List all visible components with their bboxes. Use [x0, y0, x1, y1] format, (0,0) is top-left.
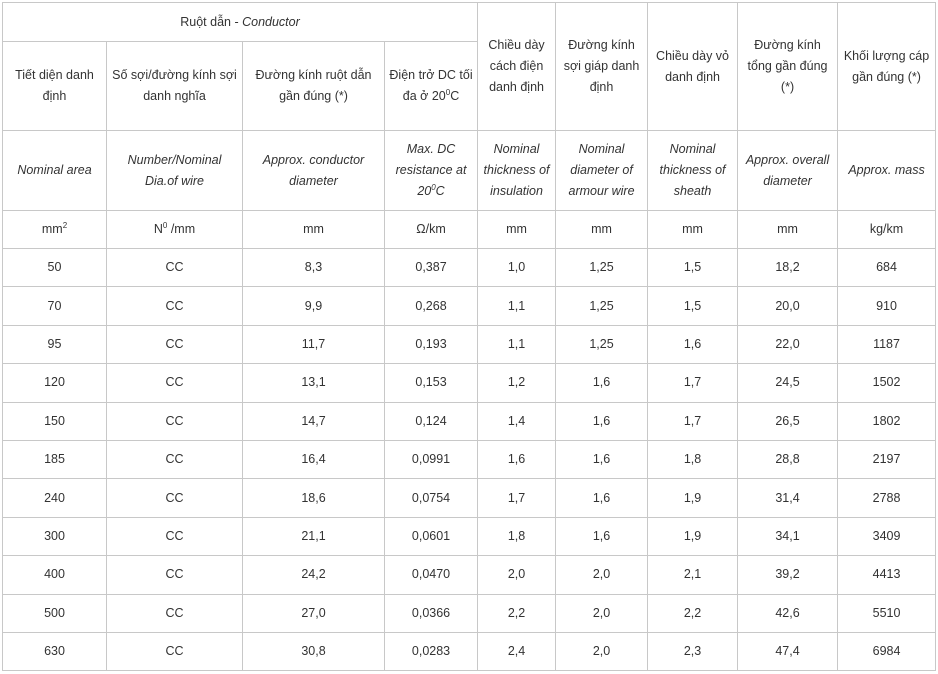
cell-sheath: 1,7: [648, 402, 738, 440]
cell-cond-dia: 13,1: [243, 364, 385, 402]
cell-dc-res: 0,0470: [385, 556, 478, 594]
cell-armour: 1,6: [556, 364, 648, 402]
cell-wires: CC: [107, 594, 243, 632]
header-row-en: [3, 131, 936, 211]
conductor-group-label-en: Conductor: [242, 14, 300, 29]
cable-spec-table: [2, 2, 936, 671]
cell-area: 120: [3, 364, 107, 402]
cell-overall: 39,2: [738, 556, 838, 594]
cell-armour: 1,6: [556, 402, 648, 440]
cell-area: 150: [3, 402, 107, 440]
cell-area: 300: [3, 517, 107, 555]
cell-sheath: 1,8: [648, 440, 738, 478]
dc-res-en-unit: C: [435, 184, 445, 198]
header-dc-res-en: [385, 131, 478, 211]
table-row: [3, 325, 936, 363]
header-row-group: [3, 3, 936, 42]
cell-area: 240: [3, 479, 107, 517]
cell-armour: 1,6: [556, 517, 648, 555]
cell-dc-res: 0,0283: [385, 632, 478, 670]
cell-area: 400: [3, 556, 107, 594]
unit-wires-text: N: [153, 222, 163, 236]
header-overall-en: Approx. overall diameter: [738, 131, 838, 211]
unit-armour: mm: [556, 211, 648, 249]
header-insulation-vn: Chiều dày cách điện danh định: [478, 3, 556, 131]
table-row: [3, 479, 936, 517]
cell-armour: 2,0: [556, 594, 648, 632]
cell-insulation: 1,4: [478, 402, 556, 440]
header-armour-en: Nominal diameter of armour wire: [556, 131, 648, 211]
cell-wires: CC: [107, 402, 243, 440]
header-overall-vn: Đường kính tổng gần đúng (*): [738, 3, 838, 131]
cell-insulation: 1,1: [478, 325, 556, 363]
header-mass-vn: Khối lượng cáp gần đúng (*): [838, 3, 936, 131]
header-area-en: Nominal area: [3, 131, 107, 211]
cell-sheath: 1,6: [648, 325, 738, 363]
cell-dc-res: 0,153: [385, 364, 478, 402]
cell-overall: 20,0: [738, 287, 838, 325]
unit-wires: [107, 211, 243, 249]
cell-wires: CC: [107, 556, 243, 594]
header-cond-dia-en: Approx. conductor diameter: [243, 131, 385, 211]
unit-area-sup: 2: [62, 220, 68, 230]
dc-res-vn-text: Điện trở DC tối đa ở 20: [389, 68, 473, 103]
cell-wires: CC: [107, 287, 243, 325]
cell-mass: 1187: [838, 325, 936, 363]
cell-sheath: 1,5: [648, 287, 738, 325]
cell-sheath: 1,5: [648, 249, 738, 287]
cell-overall: 28,8: [738, 440, 838, 478]
unit-area: [3, 211, 107, 249]
cell-dc-res: 0,0601: [385, 517, 478, 555]
cell-dc-res: 0,193: [385, 325, 478, 363]
dc-res-vn-sup: 0: [445, 87, 451, 97]
header-armour-vn: Đường kính sợi giáp danh định: [556, 3, 648, 131]
cell-wires: CC: [107, 364, 243, 402]
header-area-vn: Tiết diện danh định: [3, 42, 107, 131]
cell-wires: CC: [107, 249, 243, 287]
unit-wires-post: /mm: [167, 222, 196, 236]
cell-wires: CC: [107, 440, 243, 478]
dc-res-vn-unit: C: [450, 89, 460, 103]
table-row: [3, 440, 936, 478]
cell-insulation: 1,8: [478, 517, 556, 555]
cell-mass: 2788: [838, 479, 936, 517]
cell-armour: 1,25: [556, 325, 648, 363]
table-row: [3, 556, 936, 594]
table-row: [3, 517, 936, 555]
cell-overall: 31,4: [738, 479, 838, 517]
unit-mass: kg/km: [838, 211, 936, 249]
cell-cond-dia: 27,0: [243, 594, 385, 632]
cell-mass: 2197: [838, 440, 936, 478]
header-cond-dia-vn: Đường kính ruột dẫn gần đúng (*): [243, 42, 385, 131]
cell-sheath: 1,7: [648, 364, 738, 402]
cell-cond-dia: 16,4: [243, 440, 385, 478]
cell-overall: 24,5: [738, 364, 838, 402]
cell-cond-dia: 14,7: [243, 402, 385, 440]
cell-area: 50: [3, 249, 107, 287]
header-wires-en: Number/Nominal Dia.of wire: [107, 131, 243, 211]
unit-area-text: mm: [41, 222, 63, 236]
cell-insulation: 1,7: [478, 479, 556, 517]
cell-mass: 684: [838, 249, 936, 287]
cell-dc-res: 0,0366: [385, 594, 478, 632]
cell-armour: 2,0: [556, 632, 648, 670]
cell-insulation: 2,2: [478, 594, 556, 632]
cell-armour: 1,25: [556, 287, 648, 325]
header-sheath-en: Nominal thickness of sheath: [648, 131, 738, 211]
cell-mass: 1502: [838, 364, 936, 402]
cell-insulation: 2,4: [478, 632, 556, 670]
cell-wires: CC: [107, 479, 243, 517]
cell-cond-dia: 9,9: [243, 287, 385, 325]
cell-overall: 26,5: [738, 402, 838, 440]
cell-area: 70: [3, 287, 107, 325]
cell-armour: 1,6: [556, 440, 648, 478]
header-sheath-vn: Chiều dày vỏ danh định: [648, 3, 738, 131]
header-dc-res-vn: [385, 42, 478, 131]
cell-dc-res: 0,0754: [385, 479, 478, 517]
cell-wires: CC: [107, 517, 243, 555]
cell-insulation: 1,1: [478, 287, 556, 325]
unit-overall: mm: [738, 211, 838, 249]
cell-dc-res: 0,387: [385, 249, 478, 287]
table-row: [3, 632, 936, 670]
cell-cond-dia: 11,7: [243, 325, 385, 363]
unit-sheath: mm: [648, 211, 738, 249]
header-insulation-en: Nominal thickness of insulation: [478, 131, 556, 211]
cell-sheath: 1,9: [648, 479, 738, 517]
conductor-group-header: [3, 3, 478, 42]
cell-area: 500: [3, 594, 107, 632]
cell-overall: 18,2: [738, 249, 838, 287]
header-mass-en: Approx. mass: [838, 131, 936, 211]
cell-mass: 910: [838, 287, 936, 325]
cell-dc-res: 0,0991: [385, 440, 478, 478]
unit-wires-sup: 0: [162, 220, 168, 230]
cell-mass: 3409: [838, 517, 936, 555]
cell-area: 95: [3, 325, 107, 363]
cell-mass: 6984: [838, 632, 936, 670]
cell-cond-dia: 21,1: [243, 517, 385, 555]
unit-dc-res: Ω/km: [385, 211, 478, 249]
cell-armour: 1,25: [556, 249, 648, 287]
cell-mass: 4413: [838, 556, 936, 594]
cell-overall: 47,4: [738, 632, 838, 670]
cell-dc-res: 0,124: [385, 402, 478, 440]
header-wires-vn: Số sợi/đường kính sợi danh nghĩa: [107, 42, 243, 131]
cell-armour: 1,6: [556, 479, 648, 517]
table-row: [3, 249, 936, 287]
cell-overall: 42,6: [738, 594, 838, 632]
cell-area: 185: [3, 440, 107, 478]
cell-cond-dia: 30,8: [243, 632, 385, 670]
cell-armour: 2,0: [556, 556, 648, 594]
cell-cond-dia: 24,2: [243, 556, 385, 594]
conductor-group-label: Ruột dẫn -: [180, 14, 243, 29]
cell-sheath: 2,3: [648, 632, 738, 670]
cell-insulation: 1,0: [478, 249, 556, 287]
cell-sheath: 2,2: [648, 594, 738, 632]
cell-sheath: 2,1: [648, 556, 738, 594]
cell-sheath: 1,9: [648, 517, 738, 555]
units-row: [3, 211, 936, 249]
cell-insulation: 2,0: [478, 556, 556, 594]
unit-insulation: mm: [478, 211, 556, 249]
cell-overall: 34,1: [738, 517, 838, 555]
cell-mass: 1802: [838, 402, 936, 440]
table-row: [3, 402, 936, 440]
table-row: [3, 594, 936, 632]
table-row: [3, 364, 936, 402]
data-rows: [3, 249, 936, 671]
cell-insulation: 1,6: [478, 440, 556, 478]
cell-dc-res: 0,268: [385, 287, 478, 325]
cell-insulation: 1,2: [478, 364, 556, 402]
dc-res-en-text: Max. DC resistance at 20: [395, 142, 467, 198]
dc-res-en-sup: 0: [431, 182, 436, 192]
cell-wires: CC: [107, 325, 243, 363]
cell-cond-dia: 8,3: [243, 249, 385, 287]
cell-mass: 5510: [838, 594, 936, 632]
cell-overall: 22,0: [738, 325, 838, 363]
cell-wires: CC: [107, 632, 243, 670]
table-row: [3, 287, 936, 325]
cell-cond-dia: 18,6: [243, 479, 385, 517]
cell-area: 630: [3, 632, 107, 670]
unit-cond-dia: mm: [243, 211, 385, 249]
